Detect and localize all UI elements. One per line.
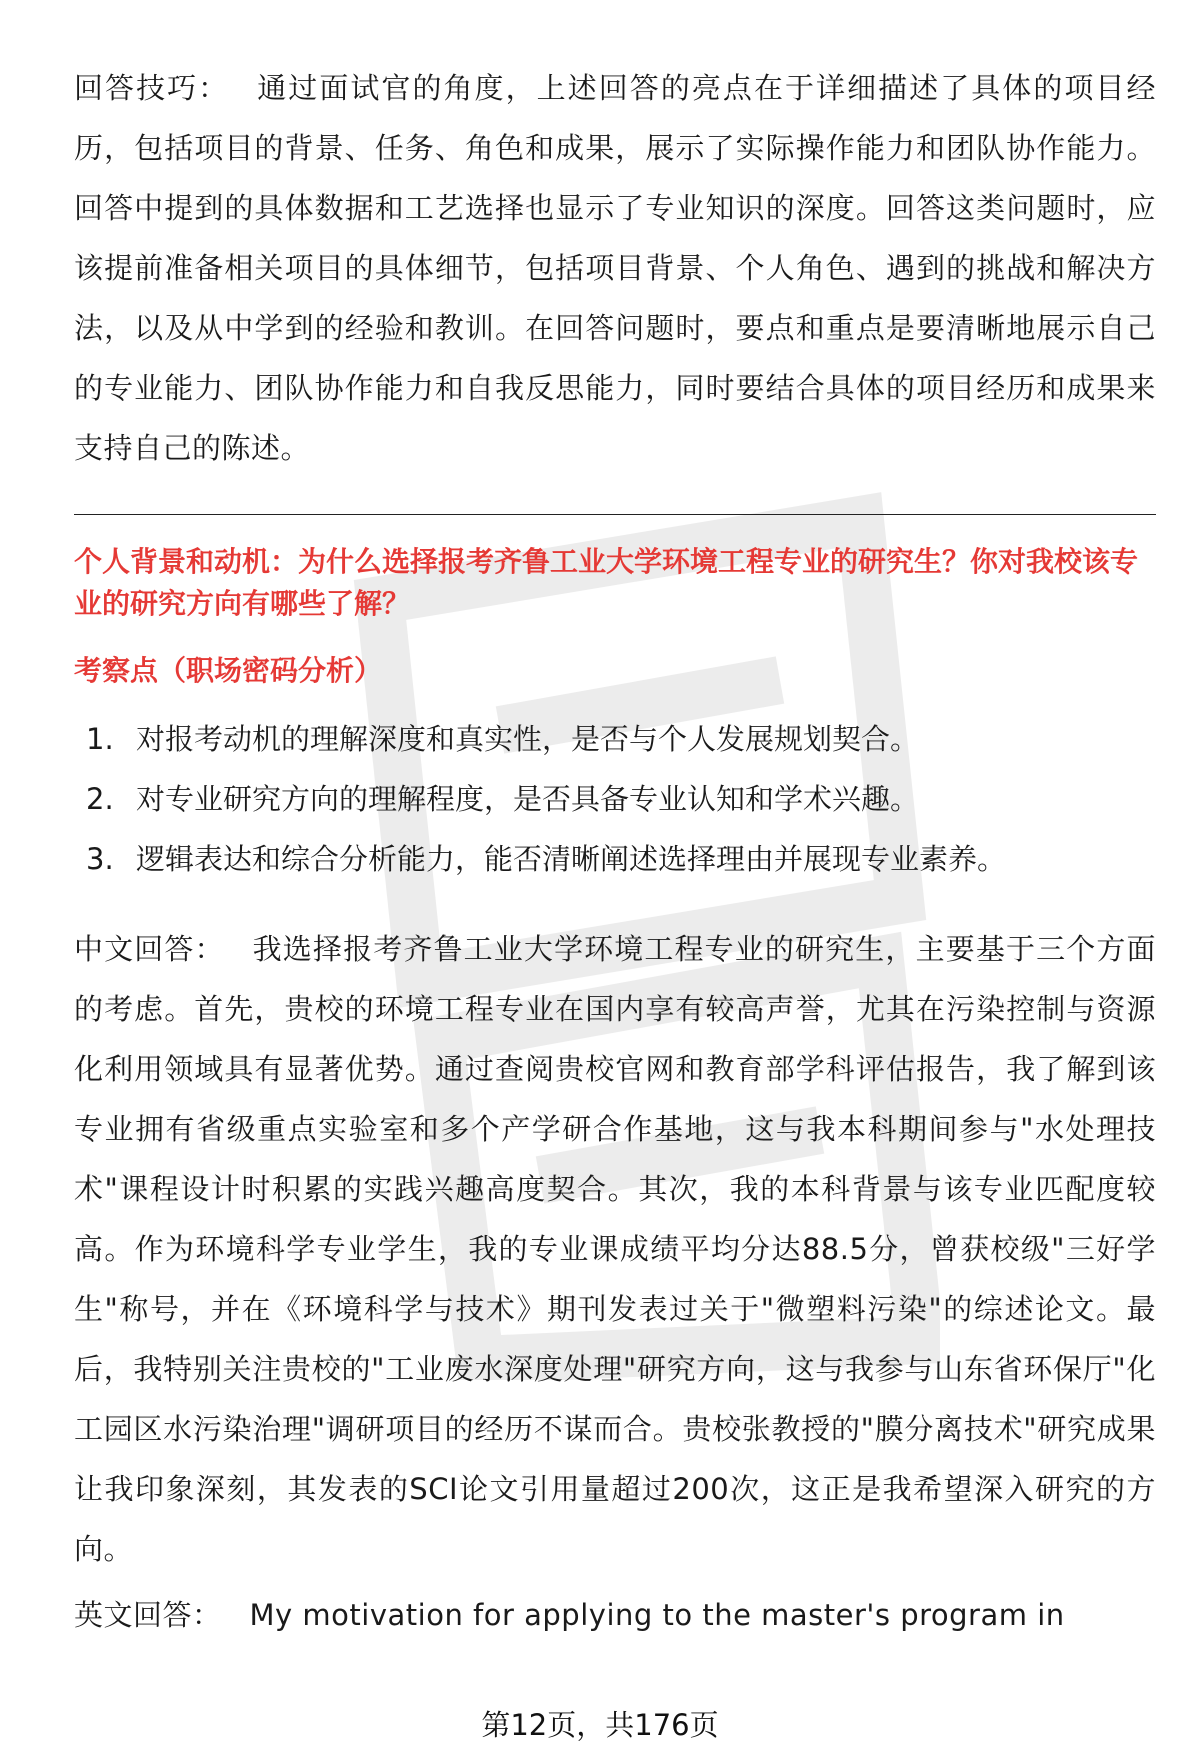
list-item-number: 1. [86,722,114,756]
answer-tips-text: 通过面试官的角度，上述回答的亮点在于详细描述了具体的项目经历，包括项目的背景、任务、角色和成果，展示了实际操作能力和团队协作能力。回答中提到的具体数据和工艺选择也显示了专业知识的深度。回答这类问题时，应该提前准备相关项目的具体细节，包括项目背景、个人角色、遇到的挑战和解决方法，以及从中学到的经验和教训。在回答问题时，要点和重点是要清晰地展示自己的专业能力、团队协作能力和自我反思能力，同时要结合具体的项目经历和成果来支持自己的陈述。 [74,71,1156,465]
chinese-answer-label: 中文回答： [74,932,225,966]
points-heading: 考察点（职场密码分析） [74,654,383,687]
chinese-answer-text: 我选择报考齐鲁工业大学环境工程专业的研究生，主要基于三个方面的考虑。首先，贵校的环境工程专业在国内享有较高声誉，尤其在污染控制与资源化利用领域具有显著优势。通过查阅贵校官网和教育部学科评估报告，我了解到该专业拥有省级重点实验室和多个产学研合作基地，这与我本科期间参与"水处理技术"课程设计时积累的实践兴趣高度契合。其次，我的本科背景与该专业匹配度较高。作为环境科学专业学生，我的专业课成绩平均分达88.5分，曾获校级"三好学生"称号，并在《环境科学与技术》期刊发表过关于"微塑料污染"的综述论文。最后，我特别关注贵校的"工业废水深度处理"研究方向，这与我参与山东省环保厅"化工园区水污染治理"调研项目的经历不谋而合。贵校张教授的"膜分离技术"研究成果让我印象深刻，其发表的SCI论文引用量超过200次，这正是我希望深入研究的方向。 [74,932,1156,1566]
section-divider [74,514,1156,515]
english-answer-paragraph [74,1585,1156,1645]
english-answer-label: 英文回答： [74,1598,222,1632]
list-item-number: 3. [86,842,114,876]
answer-tips-paragraph [74,58,1156,478]
page-footer: 第12页，共176页 [481,1708,719,1742]
points-list [74,709,1156,889]
list-item-number: 2. [86,782,114,816]
list-item [74,709,1156,769]
chinese-answer-paragraph [74,919,1156,1579]
english-answer-text: My motivation for applying to the master's program in [249,1598,1065,1632]
answer-tips-label: 回答技巧： [74,71,230,105]
document-page [74,58,1156,1645]
question-title: 个人背景和动机：为什么选择报考齐鲁工业大学环境工程专业的研究生？你对我校该专业的研究方向有哪些了解？ [74,545,1139,620]
list-item [74,769,1156,829]
list-item-text: 逻辑表达和综合分析能力，能否清晰阐述选择理由并展现专业素养。 [136,842,1007,876]
list-item [74,829,1156,889]
list-item-text: 对专业研究方向的理解程度，是否具备专业认知和学术兴趣。 [136,782,920,816]
list-item-text: 对报考动机的理解深度和真实性，是否与个人发展规划契合。 [136,722,920,756]
